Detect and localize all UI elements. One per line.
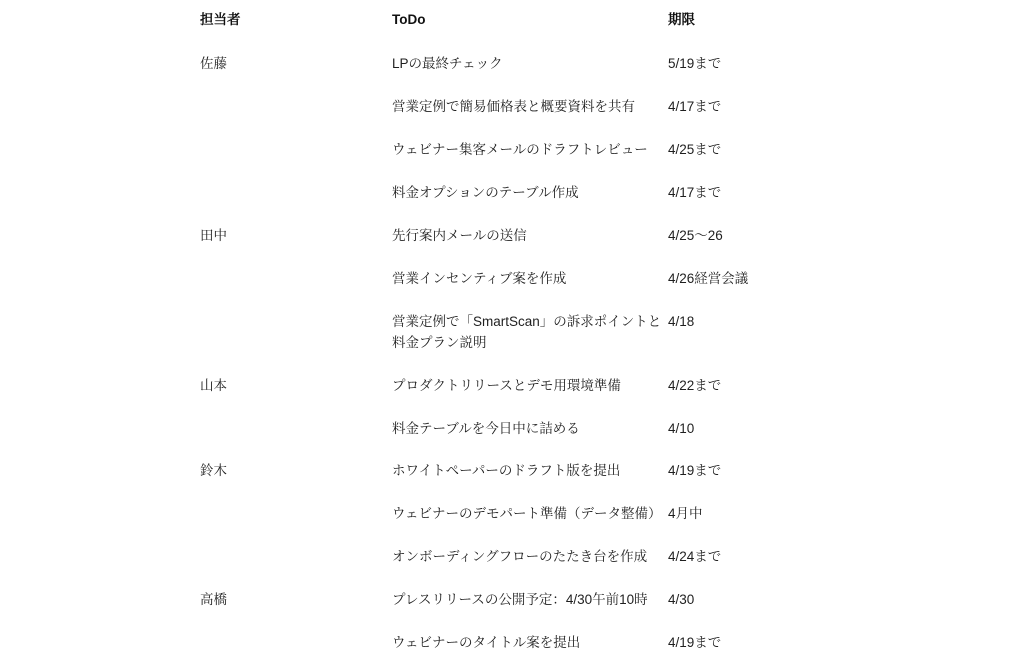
- cell-owner: [200, 261, 392, 304]
- table-row: [200, 218, 990, 261]
- cell-due: 5/19まで: [668, 56, 722, 72]
- cell-owner: [200, 539, 392, 582]
- table-row: [200, 175, 990, 218]
- cell-due: 4/22まで: [668, 377, 722, 393]
- cell-owner: [200, 132, 392, 175]
- table-header-row: [200, 10, 990, 46]
- cell-owner: 鈴木: [200, 463, 227, 479]
- table-row: [200, 261, 990, 304]
- cell-owner: [200, 89, 392, 132]
- todo-table: [200, 10, 990, 668]
- cell-todo: ウェビナーのデモパート準備（データ整備）: [392, 506, 662, 522]
- column-header-owner: 担当者: [200, 12, 241, 27]
- cell-owner: [200, 411, 392, 454]
- column-header-todo: ToDo: [392, 12, 426, 27]
- cell-due: 4/17まで: [668, 185, 722, 201]
- table-row: [200, 132, 990, 175]
- cell-todo: ウェビナーのタイトル案を提出: [392, 635, 581, 651]
- cell-due: 4/19まで: [668, 463, 722, 479]
- cell-due: 4/10: [668, 420, 695, 436]
- cell-due: 4/19まで: [668, 635, 722, 651]
- cell-todo: 料金テーブルを今日中に詰める: [392, 420, 580, 436]
- table-row: [200, 368, 990, 411]
- cell-todo: 営業定例で「SmartScan」の訴求ポイントと料金プラン説明: [392, 313, 662, 350]
- cell-owner: 山本: [200, 377, 227, 393]
- table-row: [200, 539, 990, 582]
- cell-due: 4月中: [668, 506, 703, 522]
- table-row: [200, 89, 990, 132]
- table-row: [200, 411, 990, 454]
- cell-todo: ホワイトペーパーのドラフト版を提出: [392, 463, 621, 479]
- cell-due: 4/26経営会議: [668, 270, 749, 286]
- cell-owner: [200, 304, 392, 368]
- cell-owner: 田中: [200, 227, 227, 243]
- cell-todo: 営業定例で簡易価格表と概要資料を共有: [392, 99, 635, 115]
- table-row: [200, 453, 990, 496]
- cell-due: 4/25〜26: [668, 227, 723, 243]
- cell-due: 4/17まで: [668, 99, 722, 115]
- cell-todo: プロダクトリリースとデモ用環境準備: [392, 377, 621, 393]
- cell-owner: [200, 625, 392, 668]
- cell-due: 4/25まで: [668, 142, 722, 158]
- column-header-due: 期限: [668, 12, 695, 27]
- cell-todo: LPの最終チェック: [392, 56, 503, 72]
- cell-todo: オンボーディングフローのたたき台を作成: [392, 549, 648, 565]
- table-row: [200, 496, 990, 539]
- table-body: [200, 46, 990, 668]
- table-row: [200, 582, 990, 625]
- cell-todo: プレスリリースの公開予定：4/30午前10時: [392, 592, 648, 608]
- cell-due: 4/30: [668, 592, 695, 608]
- cell-owner: [200, 175, 392, 218]
- cell-todo: 先行案内メールの送信: [392, 227, 527, 243]
- cell-due: 4/18: [668, 313, 695, 329]
- cell-todo: 料金オプションのテーブル作成: [392, 185, 579, 201]
- cell-owner: [200, 496, 392, 539]
- cell-todo: ウェビナー集客メールのドラフトレビュー: [392, 142, 648, 158]
- cell-owner: 佐藤: [200, 56, 227, 72]
- table-row: [200, 625, 990, 668]
- table-header: [200, 10, 990, 46]
- cell-owner: 高橋: [200, 592, 227, 608]
- table-row: [200, 304, 990, 368]
- cell-todo: 営業インセンティブ案を作成: [392, 270, 567, 286]
- table-row: [200, 46, 990, 89]
- cell-due: 4/24まで: [668, 549, 722, 565]
